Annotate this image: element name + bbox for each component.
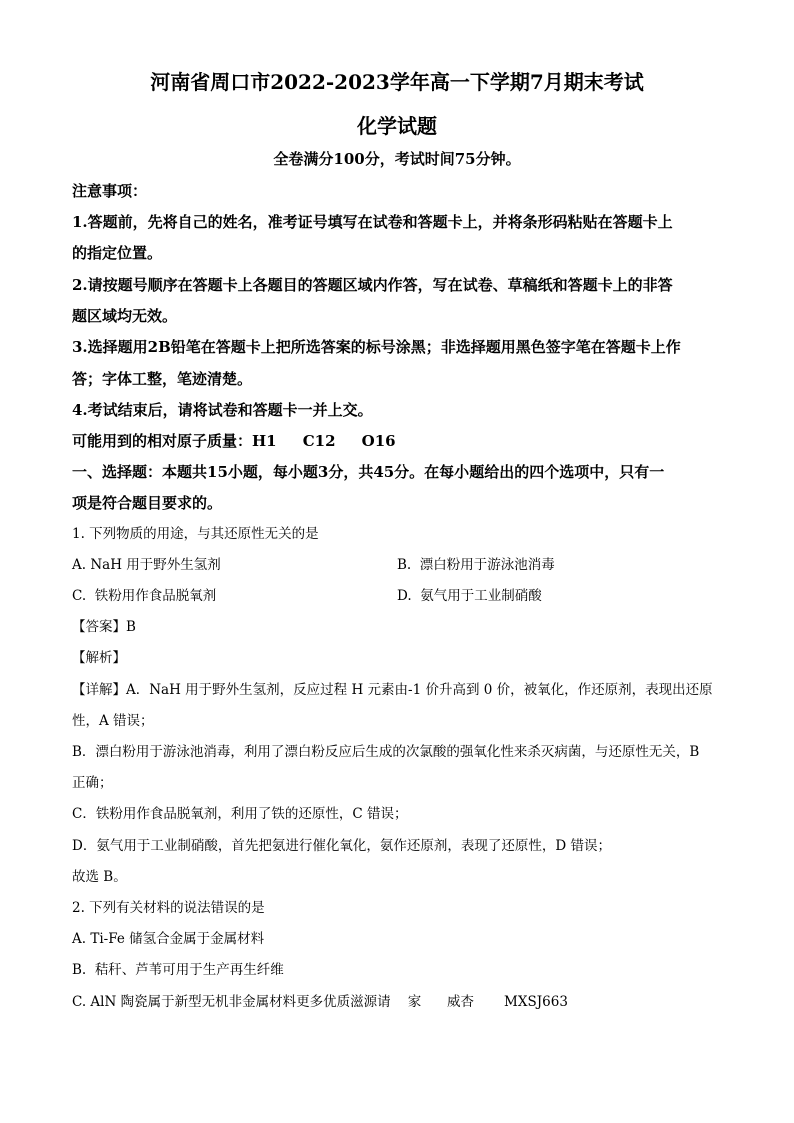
notice-line: 2.请按题号顺序在答题卡上各题目的答题区域内作答，写在试卷、草稿纸和答题卡上的非答 — [72, 276, 673, 294]
question-1-option-a: A. NaH 用于野外生氢剂 — [72, 557, 221, 573]
question-1-stem: 1. 下列物质的用途，与其还原性无关的是 — [72, 526, 319, 542]
notice-line: 题区域均无效。 — [72, 307, 178, 325]
question-2-option-c: C. AlN 陶瓷属于新型无机非金属材料更多优质滋源请 家 威杏 MXSJ663 — [72, 994, 568, 1010]
notice-line: 的指定位置。 — [72, 244, 163, 262]
question-2-stem: 2. 下列有关材料的说法错误的是 — [72, 900, 265, 916]
question-1-answer: 【答案】B — [72, 619, 136, 635]
notice-heading: 注意事项： — [72, 182, 148, 200]
section-heading: 项是符合题目要求的。 — [72, 494, 223, 512]
notice-line: 答；字体工整，笔迹清楚。 — [72, 370, 253, 388]
section-heading: 一、选择题：本题共15小题，每小题3分，共45分。在每小题给出的四个选项中，只有一 — [72, 463, 665, 481]
question-2-option-b: B. 秸秆、芦苇可用于生产再生纤维 — [72, 962, 284, 978]
question-1-option-c: C. 铁粉用作食品脱氧剂 — [72, 588, 217, 604]
analysis-line: B．漂白粉用于游泳池消毒，利用了漂白粉反应后生成的次氯酸的强氧化性来杀灭病菌，与还原性无关，B — [72, 744, 700, 760]
analysis-line: 故选 B。 — [72, 869, 127, 885]
notice-line: 3.选择题用2B铅笔在答题卡上把所选答案的标号涂黑；非选择题用黑色签字笔在答题卡上作 — [72, 338, 681, 356]
analysis-line: 【详解】A．NaH 用于野外生氢剂，反应过程 H 元素由-1 价升高到 0 价，被氧化，作还原剂，表现出还原 — [72, 682, 713, 698]
exam-title: 河南省周口市2022-2023学年高一下学期7月期末考试 — [150, 70, 644, 94]
analysis-line: D．氨气用于工业制硝酸，首先把氨进行催化氧化，氨作还原剂，表现了还原性，D 错误； — [72, 838, 611, 854]
question-1-option-b: B. 漂白粉用于游泳池消毒 — [397, 557, 555, 573]
analysis-line: 正确； — [72, 775, 113, 791]
notice-line: 1.答题前，先将自己的姓名，准考证号填写在试卷和答题卡上，并将条形码粘贴在答题卡上 — [72, 213, 673, 231]
question-2-option-a: A. Ti-Fe 储氢合金属于金属材料 — [72, 931, 265, 947]
question-1-option-d: D. 氨气用于工业制硝酸 — [397, 588, 542, 604]
exam-subtitle: 化学试题 — [357, 114, 437, 138]
atomic-mass-line: 可能用到的相对原子质量：H1 C12 O16 — [72, 432, 396, 450]
exam-meta: 全卷满分100分，考试时间75分钟。 — [273, 150, 521, 168]
analysis-line: 性，A 错误； — [72, 713, 154, 729]
notice-line: 4.考试结束后，请将试卷和答题卡一并上交。 — [72, 401, 373, 419]
analysis-line: C．铁粉用作食品脱氧剂，利用了铁的还原性，C 错误； — [72, 806, 408, 822]
question-1-analysis-label: 【解析】 — [72, 650, 126, 666]
